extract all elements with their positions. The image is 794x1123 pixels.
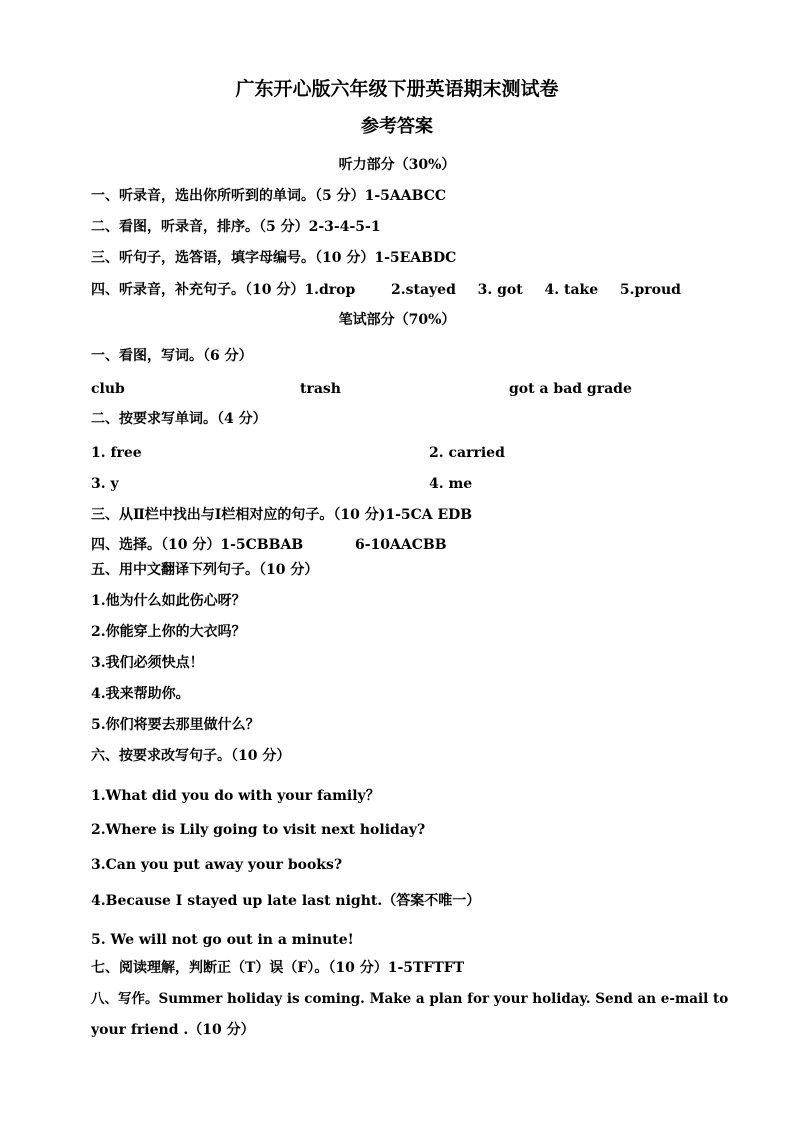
page-title: 广东开心版六年级下册英语期末测试卷	[235, 78, 559, 100]
writing-section-5-answer-2: 2.你能穿上你的大衣吗？	[91, 624, 246, 640]
writing-section-8-line-1: 八、写作。Summer holiday is coming. Make a plan for your holiday. Send an e-mail to	[91, 991, 729, 1007]
writing-section-5-label: 五、用中文翻译下列句子。（10 分）	[91, 562, 319, 578]
page-subtitle: 参考答案	[361, 116, 433, 137]
listening-item-4-answer-2: 2.stayed	[391, 282, 456, 298]
listening-item-4-answer-4: 4. take	[544, 282, 599, 298]
writing-section-1-word-1: club	[91, 381, 125, 397]
listening-item-1: 一、听录音，选出你所听到的单词。（5 分）1-5AABCC	[91, 188, 447, 204]
listening-item-4	[91, 281, 681, 299]
writing-section-1-word-2: trash	[300, 381, 341, 397]
writing-section-4-part-a: 四、选择。（10 分）1-5CBBAB	[91, 537, 304, 553]
writing-section-6-answer-4: 4.Because I stayed up late last night.（答案不唯一）	[91, 893, 481, 909]
writing-section-8-line-2: your friend .（10 分）	[91, 1022, 255, 1038]
listening-item-3: 三、听句子，选答语，填字母编号。（10 分）1-5EABDC	[91, 250, 457, 266]
writing-section-7: 七、阅读理解，判断正（T）误（F）。（10 分）1-5TFTFT	[91, 960, 465, 976]
writing-section-4-part-b: 6-10AACBB	[355, 537, 447, 553]
listening-item-4-answer-3: 3. got	[477, 282, 523, 298]
writing-section-5-answer-5: 5.你们将要去那里做什么？	[91, 717, 260, 733]
writing-section-5-answer-3: 3.我们必须快点！	[91, 655, 204, 671]
writing-section-6-answer-3: 3.Can you put away your books?	[91, 857, 343, 873]
writing-section-2-answer-4: 4. me	[429, 476, 473, 492]
writing-section-3: 三、从Ⅱ栏中找出与Ⅰ栏相对应的句子。（10 分)1-5CA EDB	[91, 507, 473, 523]
writing-section-1-label: 一、看图，写词。（6 分）	[91, 348, 253, 364]
listening-heading: 听力部分（30%）	[338, 157, 456, 173]
writing-section-1-word-3: got a bad grade	[509, 381, 632, 397]
writing-section-5-answer-4: 4.我来帮助你。	[91, 686, 190, 702]
listening-item-4-label: 四、听录音，补充句子。（10 分）1.drop	[91, 282, 356, 298]
writing-section-6-answer-5: 5. We will not go out in a minute!	[91, 932, 354, 948]
listening-item-2: 二、看图，听录音，排序。（5 分）2-3-4-5-1	[91, 219, 381, 235]
listening-item-4-answer-5: 5.proud	[619, 282, 681, 298]
writing-heading: 笔试部分（70%）	[338, 312, 456, 328]
writing-section-2-answer-1: 1. free	[91, 445, 142, 461]
writing-section-6-label: 六、按要求改写句子。（10 分）	[91, 748, 291, 764]
writing-section-5-answer-1: 1.他为什么如此伤心呀？	[91, 593, 246, 609]
writing-section-2-label: 二、按要求写单词。（4 分）	[91, 411, 267, 427]
writing-section-2-answer-2: 2. carried	[429, 445, 505, 461]
writing-section-6-answer-2: 2.Where is Lily going to visit next holiday?	[91, 822, 426, 838]
writing-section-2-answer-3: 3. y	[91, 476, 119, 492]
writing-section-6-answer-1: 1.What did you do with your family？	[91, 788, 380, 804]
